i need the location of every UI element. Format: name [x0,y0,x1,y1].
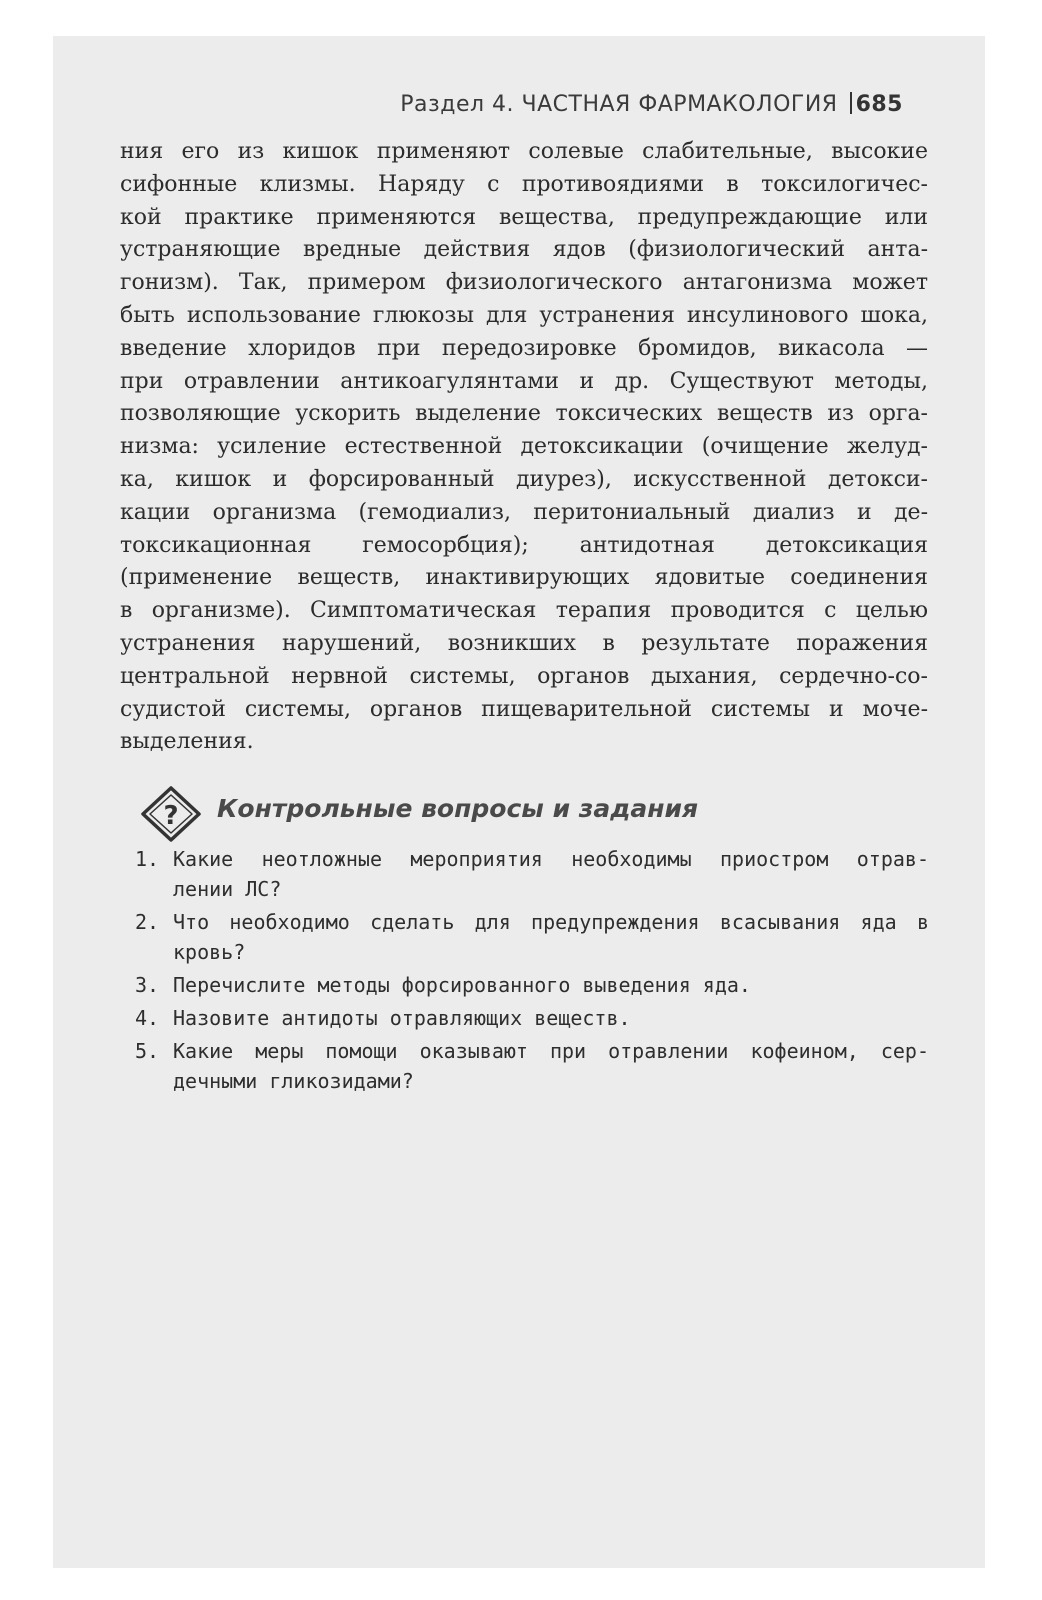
question-number: 2. [135,910,160,934]
list-item [135,907,929,967]
question-number: 3. [135,973,160,997]
body-line: центральной нервной системы, органов дыхания, сердечно-со- [120,663,928,689]
body-line: (применение веществ, инактивирующих ядовитые соединения [120,565,928,591]
section-title: Контрольные вопросы и задания [217,794,699,823]
book-page [53,36,985,1568]
body-line: токсикационная гемосорбция); антидотная детоксикация [120,532,928,558]
svg-text:?: ? [163,801,179,831]
question-line: лении ЛС? [173,877,282,901]
body-line: сифонные клизмы. Наряду с противоядиями в токсилогичес- [120,171,928,197]
question-line: Что необходимо сделать для предупреждения всасывания яда в [173,910,929,934]
body-line: ка, кишок и форсированный диурез), искусственной детокси- [120,466,928,492]
body-line: выделения. [120,729,254,755]
list-item [135,1036,929,1096]
page-number: 685 [855,92,903,117]
body-line: быть использование глюкозы для устранения инсулинового шока, [120,302,928,328]
body-line: при отравлении антикоагулянтами и др. Существуют методы, [120,368,928,394]
question-line: Какие неотложные мероприятия необходимы приостром отрав- [173,847,929,871]
body-line: кации организма (гемодиализ, перитониальный диализ и де- [120,499,928,525]
question-line: Перечислите методы форсированного выведения яда. [173,973,751,997]
running-head [400,92,903,117]
body-line: гонизм). Так, примером физиологического антагонизма может [120,270,928,296]
body-line: в организме). Симптоматическая терапия проводится с целью [120,598,928,624]
question-number: 1. [135,847,160,871]
questions-list [135,844,929,1099]
body-line: низма: усиление естественной детоксикации (очищение желуд- [120,434,928,460]
question-number: 5. [135,1039,160,1063]
body-line: судистой системы, органов пищеварительной системы и моче- [120,696,928,722]
list-item [135,844,929,904]
body-line: устраняющие вредные действия ядов (физиологический анта- [120,237,928,263]
list-item [135,1003,929,1033]
header-divider [850,92,852,114]
body-line: позволяющие ускорить выделение токсических веществ из орга- [120,401,928,427]
body-line: введение хлоридов при передозировке бромидов, викасола — [120,335,928,361]
control-questions-heading [139,784,899,844]
body-line: устранения нарушений, возникших в результате поражения [120,630,928,656]
question-diamond-icon [139,784,203,844]
question-line: кровь? [173,940,246,964]
body-line: кой практике применяются вещества, предупреждающие или [120,204,928,230]
body-paragraph [120,136,928,759]
list-item [135,970,929,1000]
body-line: ния его из кишок применяют солевые слабительные, высокие [120,139,928,164]
question-line: Какие меры помощи оказывают при отравлении кофеином, сер- [173,1039,929,1063]
question-line: Назовите антидоты отравляющих веществ. [173,1006,631,1030]
question-number: 4. [135,1006,160,1030]
section-heading: Раздел 4. ЧАСТНАЯ ФАРМАКОЛОГИЯ [400,92,838,117]
question-line: дечными гликозидами? [173,1069,414,1093]
